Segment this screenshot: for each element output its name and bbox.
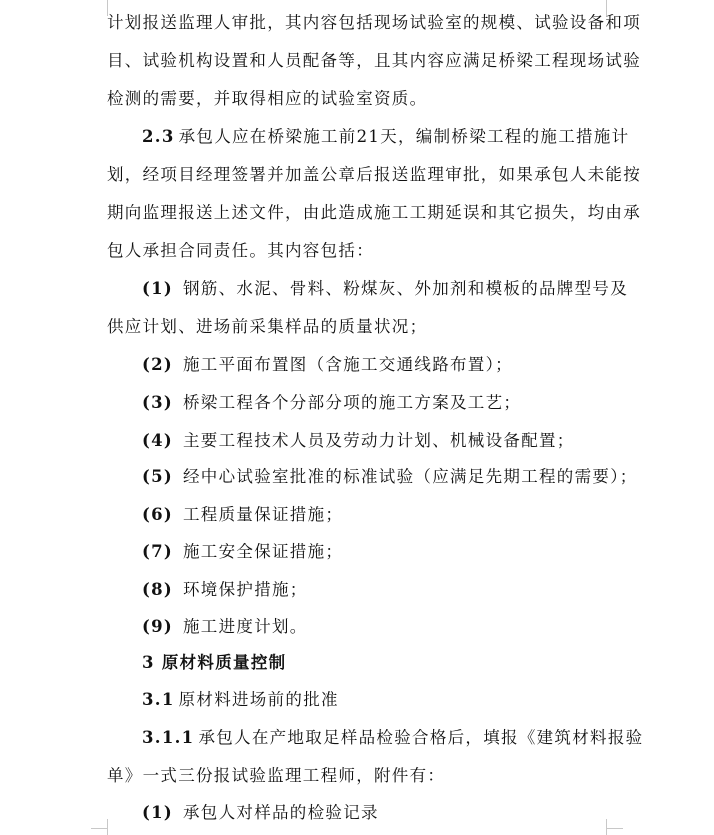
list-item-number: (8)	[142, 580, 173, 599]
list-item-text: 工程质量保证措施；	[183, 505, 344, 524]
list-item	[142, 542, 343, 562]
crop-mark-bottom-left	[107, 819, 108, 835]
list-item	[142, 393, 521, 413]
paragraph-line: 目、试验机构设置和人员配备等，且其内容应满足桥梁工程现场试验	[107, 51, 641, 70]
list-item-number: (4)	[142, 431, 173, 450]
paragraph-line: 包人承担合同责任。其内容包括：	[107, 241, 374, 260]
list-item-text: 环境保护措施；	[183, 580, 308, 599]
list-item	[142, 803, 379, 823]
list-item-number: (5)	[142, 467, 173, 486]
list-item	[142, 580, 308, 600]
section-number: 2.3	[142, 127, 175, 146]
crop-mark-bottom-left-h	[91, 828, 107, 829]
list-item-number: (3)	[142, 393, 173, 412]
section-3-1-1-first-line	[142, 728, 643, 748]
paragraph-line: 计划报送监理人审批，其内容包括现场试验室的规模、试验设备和项	[107, 13, 641, 32]
list-item-text: 施工平面布置图（含施工交通线路布置）；	[183, 355, 513, 374]
section-2-3-first-line	[142, 127, 629, 147]
paragraph-line: 划，经项目经理签署并加盖公章后报送监理审批，如果承包人未能按	[107, 165, 641, 184]
list-item	[142, 355, 513, 375]
list-item-text: 施工进度计划。	[183, 617, 308, 636]
list-item-number: (1)	[142, 803, 173, 822]
list-item-text: 主要工程技术人员及劳动力计划、机械设备配置；	[183, 431, 575, 450]
list-item-number: (1)	[142, 279, 173, 298]
list-item	[142, 617, 308, 637]
section-text: 承包人应在桥梁施工前21天，编制桥梁工程的施工措施计	[178, 127, 630, 146]
list-item-number: (6)	[142, 505, 173, 524]
paragraph-line: 期向监理报送上述文件，由此造成施工工期延误和其它损失，均由承	[107, 203, 641, 222]
list-item	[142, 431, 575, 451]
list-item-text: 承包人对样品的检验记录	[183, 803, 379, 822]
section-number: 3.1	[142, 690, 175, 709]
list-item-text: 经中心试验室批准的标准试验（应满足先期工程的需要）；	[183, 467, 638, 486]
paragraph-line: 单》一式三份报试验监理工程师，附件有：	[107, 766, 446, 785]
list-item	[142, 505, 343, 525]
crop-mark-bottom-right-h	[607, 828, 623, 829]
section-text: 承包人在产地取足样品检验合格后，填报《建筑材料报验	[198, 728, 644, 747]
section-title: 原材料进场前的批准	[178, 690, 339, 709]
list-item	[142, 467, 638, 487]
section-number: 3.1.1	[142, 728, 195, 747]
list-item-text: 桥梁工程各个分部分项的施工方案及工艺；	[183, 393, 522, 412]
list-item-text: 施工安全保证措施；	[183, 542, 344, 561]
list-item-number: (7)	[142, 542, 173, 561]
list-item	[142, 279, 628, 299]
list-item-number: (9)	[142, 617, 173, 636]
paragraph-line: 检测的需要，并取得相应的试验室资质。	[107, 89, 428, 108]
crop-mark-bottom-right	[606, 819, 607, 835]
section-3-1-heading	[142, 690, 339, 710]
list-item-continuation: 供应计划、进场前采集样品的质量状况；	[107, 317, 428, 336]
list-item-number: (2)	[142, 355, 173, 374]
section-3-heading: 3 原材料质量控制	[142, 653, 287, 672]
list-item-text: 钢筋、水泥、骨料、粉煤灰、外加剂和模板的品牌型号及	[183, 279, 628, 298]
